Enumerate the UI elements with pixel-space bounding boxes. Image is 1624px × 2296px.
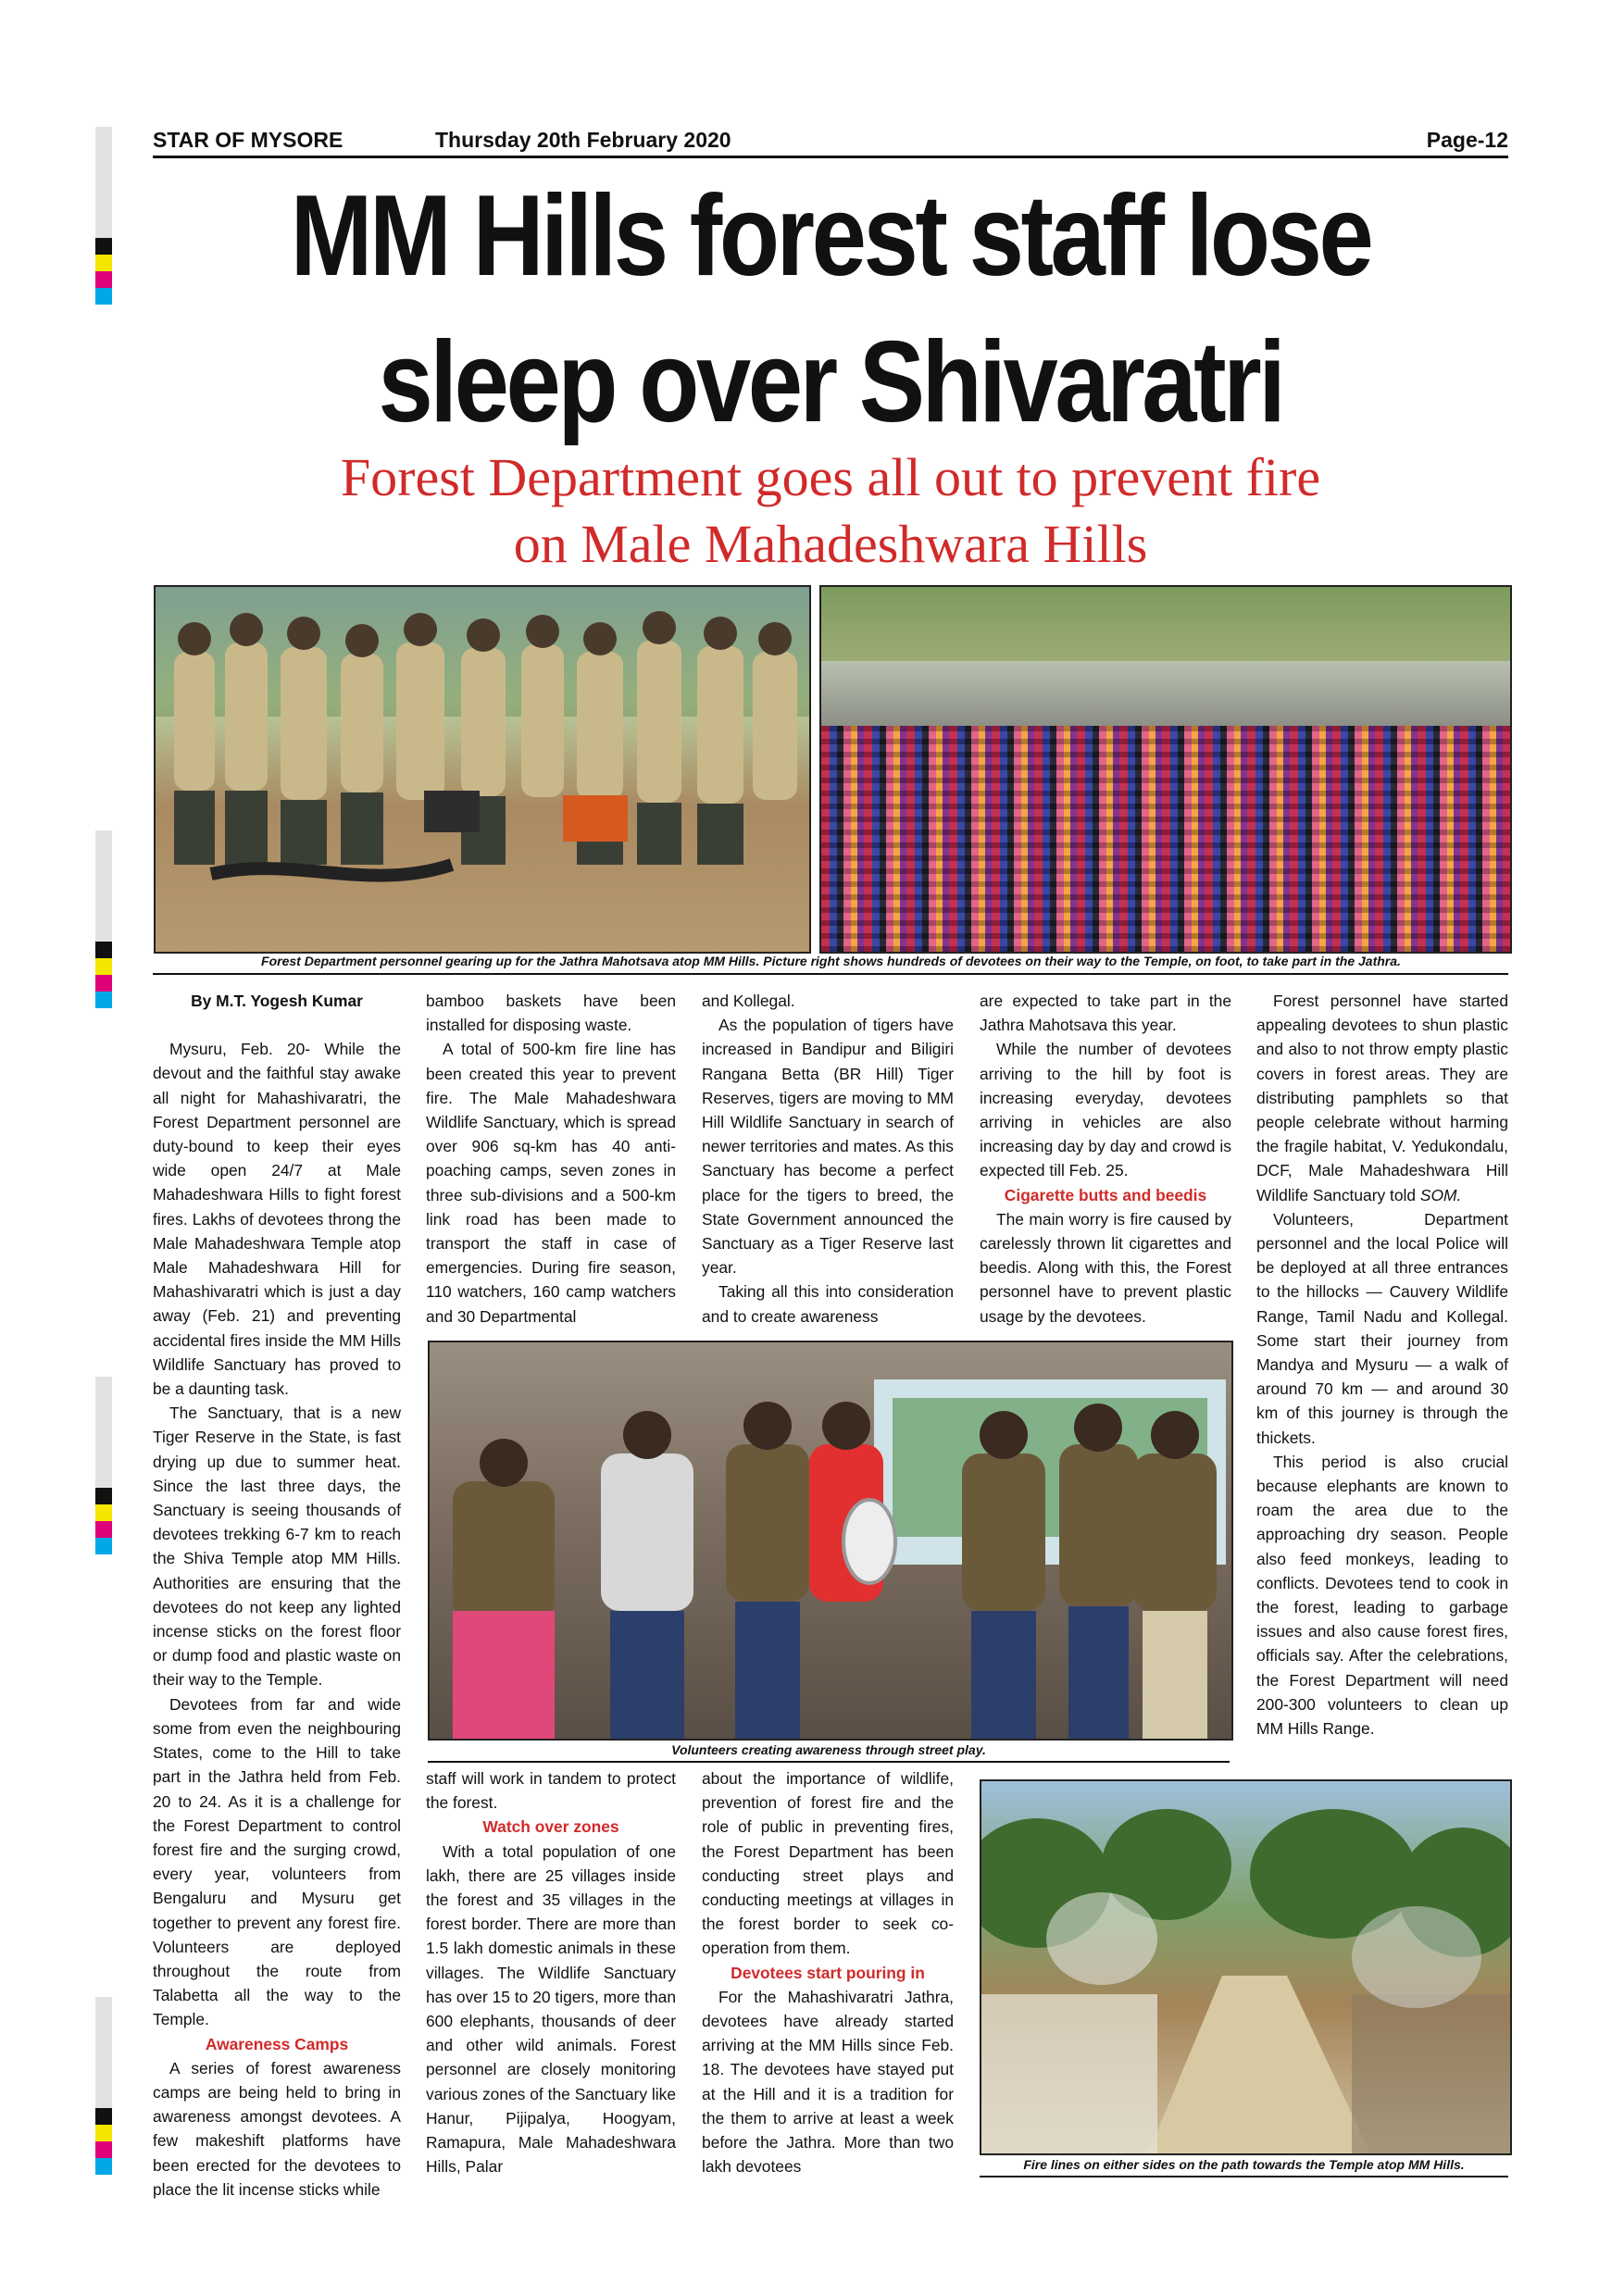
subhead-watch-over-zones: Watch over zones [482, 1817, 619, 1837]
fire-lines-illustration [981, 1781, 1510, 2153]
headline-line-2: sleep over Shivaratri [378, 318, 1283, 446]
paper-name: STAR OF MYSORE [153, 128, 344, 152]
paragraph: The Sanctuary, that is a new Tiger Reserve in the State, is fast drying up due to summer heat. Since the last three days, the Sanctuary is seeing thousands of devotees trekking 6-7 km to reach the Shiva Temple atop MM Hills. Authorities are ensuring that the devotees do not keep any lighted incense sticks on the forest floor or dump food and plastic waste on their way to the Temple. [153, 1404, 401, 1690]
subheadline-line-2: on Male Mahadeshwara Hills [513, 514, 1148, 574]
subhead-cigarette-butts: Cigarette butts and beedis [1004, 1185, 1207, 1204]
caption-street-play: Volunteers creating awareness through street play. [671, 1742, 986, 1757]
subhead-devotees-pouring-in: Devotees start pouring in [731, 1963, 925, 1982]
paragraph: A total of 500-km fire line has been created this year to prevent fire. The Male Mahadeshwara Wildlife Sanctuary, which is spread over 906 sq-km has 40 anti-poaching camps, seven zones in three sub-divisions and a 500-km link road has been made to transport the staff in case of emergencies. During fire season, 110 watchers, 160 camp watchers and 30 Departmental [426, 1040, 676, 1326]
registration-mark [95, 127, 112, 305]
byline: By M.T. Yogesh Kumar [191, 992, 363, 1010]
subheadline [153, 444, 1508, 578]
caption-rule-bottom [980, 2176, 1508, 2177]
paragraph: While the number of devotees arriving to the hill by foot is increasing everyday, devotees arriving in vehicles are also increasing day by day and crowd is expected till Feb. 25. [980, 1040, 1231, 1180]
paragraph: Mysuru, Feb. 20- While the devout and the faithful stay awake all night for Mahashivaratri, the Forest Department personnel are duty-bound to keep their eyes wide open 24/7 at Male Mahadeshwara Hills to fight forest fires. Lakhs of devotees throng the Male Mahadeshwara Temple atop Male Mahadeshwara Hill for Mahashivaratri which is just a day away (Feb. 21) and preventing accidental fires inside the MM Hills Wildlife Sanctuary has proved to be a daunting task. [153, 1040, 401, 1399]
paragraph: Volunteers, Department personnel and the local Police will be deployed at all three entrances to the hillocks — Cauvery Wildlife Range, Tamil Nadu and Kollegal. Some start their journey from Mandya and Mysuru — a walk of around 70 km — and around 30 km of this journey is through the thickets. [1256, 1209, 1508, 1447]
paragraph: A series of forest awareness camps are being held to bring in awareness amongst devotees. A few makeshift platforms have been erected for the devotees to place the lit incense sticks while [153, 2058, 401, 2199]
masthead [153, 128, 1508, 159]
photo-street-play [428, 1341, 1233, 1741]
subheadline-line-1: Forest Department goes all out to prevent fire [340, 447, 1321, 507]
paragraph: With a total population of one lakh, there are 25 villages inside the forest and 35 villages in the forest border. There are more than 1.5 lakh domestic animals in these villages. The Wildlife Sanctuary has over 15 to 20 tigers, more than 600 elephants, thousands of deer and other wild animals. Forest personnel are closely monitoring various zones of the Sanctuary like Hanur, Pijipalya, Hoogyam, Ramapura, Male Mahadeshwara Hills, Palar [426, 1841, 676, 2177]
paragraph: Devotees from far and wide some from even the neighbouring States, come to the Hill to take part in the Jathra held from Feb. 20 to 24. As it is a challenge for the Forest Department to control forest fire and the surging crowd, every year, volunteers from Bengaluru and Mysuru get together to prevent any forest fire. Volunteers are deployed throughout the route from Talabetta all the way to the Temple. [153, 1694, 401, 2029]
caption-top-photos: Forest Department personnel gearing up for the Jathra Mahotsava atop MM Hills. Picture right shows hundreds of devotees on their way to the Temple, on foot, to take part in the Jathra. [261, 954, 1401, 968]
street-play-illustration [430, 1342, 1231, 1739]
paragraph: staff will work in tandem to protect the forest. [426, 1769, 676, 1813]
article-column-1 [153, 989, 401, 2202]
source-credit: SOM. [1419, 1185, 1462, 1204]
paragraph-text: Forest personnel have started appealing devotees to shun plastic and also to not throw empty plastic covers in forest areas. They are distributing pamphlets so that people celebrate without harming the fragile habitat, V. Yedukondalu, DCF, Male Mahadeshwara Hill Wildlife Sanctuary told [1256, 992, 1508, 1204]
paragraph: Taking all this into consideration and to create awareness [702, 1282, 954, 1326]
paragraph: are expected to take part in the Jathra Mahotsava this year. [980, 992, 1231, 1035]
article-column-2-bottom [426, 1766, 676, 2178]
paragraph [1256, 989, 1508, 1207]
page-number: Page-12 [1426, 128, 1508, 152]
paragraph: As the population of tigers have increased in Bandipur and Biligiri Rangana Betta (BR Hill) Tiger Reserves, tigers are moving to MM Hill Wildlife Sanctuary in search of newer territories and mates. As this Sanctuary has become a perfect place for the tigers to breed, the State Government announced the Sanctuary as a Tiger Reserve last year. [702, 1016, 954, 1278]
registration-mark [95, 1377, 112, 1554]
article-column-2-top [426, 989, 676, 1329]
caption-fire-lines: Fire lines on either sides on the path towards the Temple atop MM Hills. [1023, 2157, 1465, 2172]
masthead-rule [153, 156, 1508, 158]
article-column-4-top [980, 989, 1231, 1329]
caption-rule-middle [428, 1761, 1230, 1763]
paragraph: about the importance of wildlife, prevention of forest fire and the role of public in preventing fires, the Forest Department has been conducting street plays and conducting meetings at villages in the forest border to seek co-operation from them. [702, 1769, 954, 1958]
caption-rule-top [153, 973, 1508, 975]
subhead-awareness-camps: Awareness Camps [205, 2034, 349, 2053]
article-column-3-bottom [702, 1766, 954, 2178]
paragraph: bamboo baskets have been installed for disposing waste. [426, 992, 676, 1035]
article-column-5 [1256, 989, 1508, 1741]
registration-mark [95, 830, 112, 1008]
issue-date: Thursday 20th February 2020 [435, 128, 731, 152]
photo-forest-personnel [154, 585, 811, 954]
registration-mark [95, 1997, 112, 2175]
photo-fire-lines [980, 1779, 1512, 2155]
photo-devotee-crowd [819, 585, 1512, 954]
paragraph: The main worry is fire caused by carelessly thrown lit cigarettes and beedis. Along with this, the Forest personnel have to prevent plastic usage by the devotees. [980, 1209, 1231, 1326]
forest-personnel-illustration [156, 587, 809, 952]
headline-line-1: MM Hills forest staff lose [290, 172, 1371, 300]
paragraph: For the Mahashivaratri Jathra, devotees have already started arriving at the MM Hills since Feb. 18. The devotees have stayed put at the Hill and it is a tradition for the them to arrive at least a week before the Jathra. More than two lakh devotees [702, 1987, 954, 2177]
paragraph: and Kollegal. [702, 992, 795, 1010]
headline [236, 163, 1426, 455]
paragraph: This period is also crucial because elephants are known to roam the area due to the approaching dry season. People also feed monkeys, leading to conflicts. Devotees tend to cook in the forest, leading to garbage issues and also cause forest fires, officials say. After the celebrations, the Forest Department will need 200-300 volunteers to clean up MM Hills Range. [1256, 1452, 1508, 1739]
article-column-3-top [702, 989, 954, 1329]
